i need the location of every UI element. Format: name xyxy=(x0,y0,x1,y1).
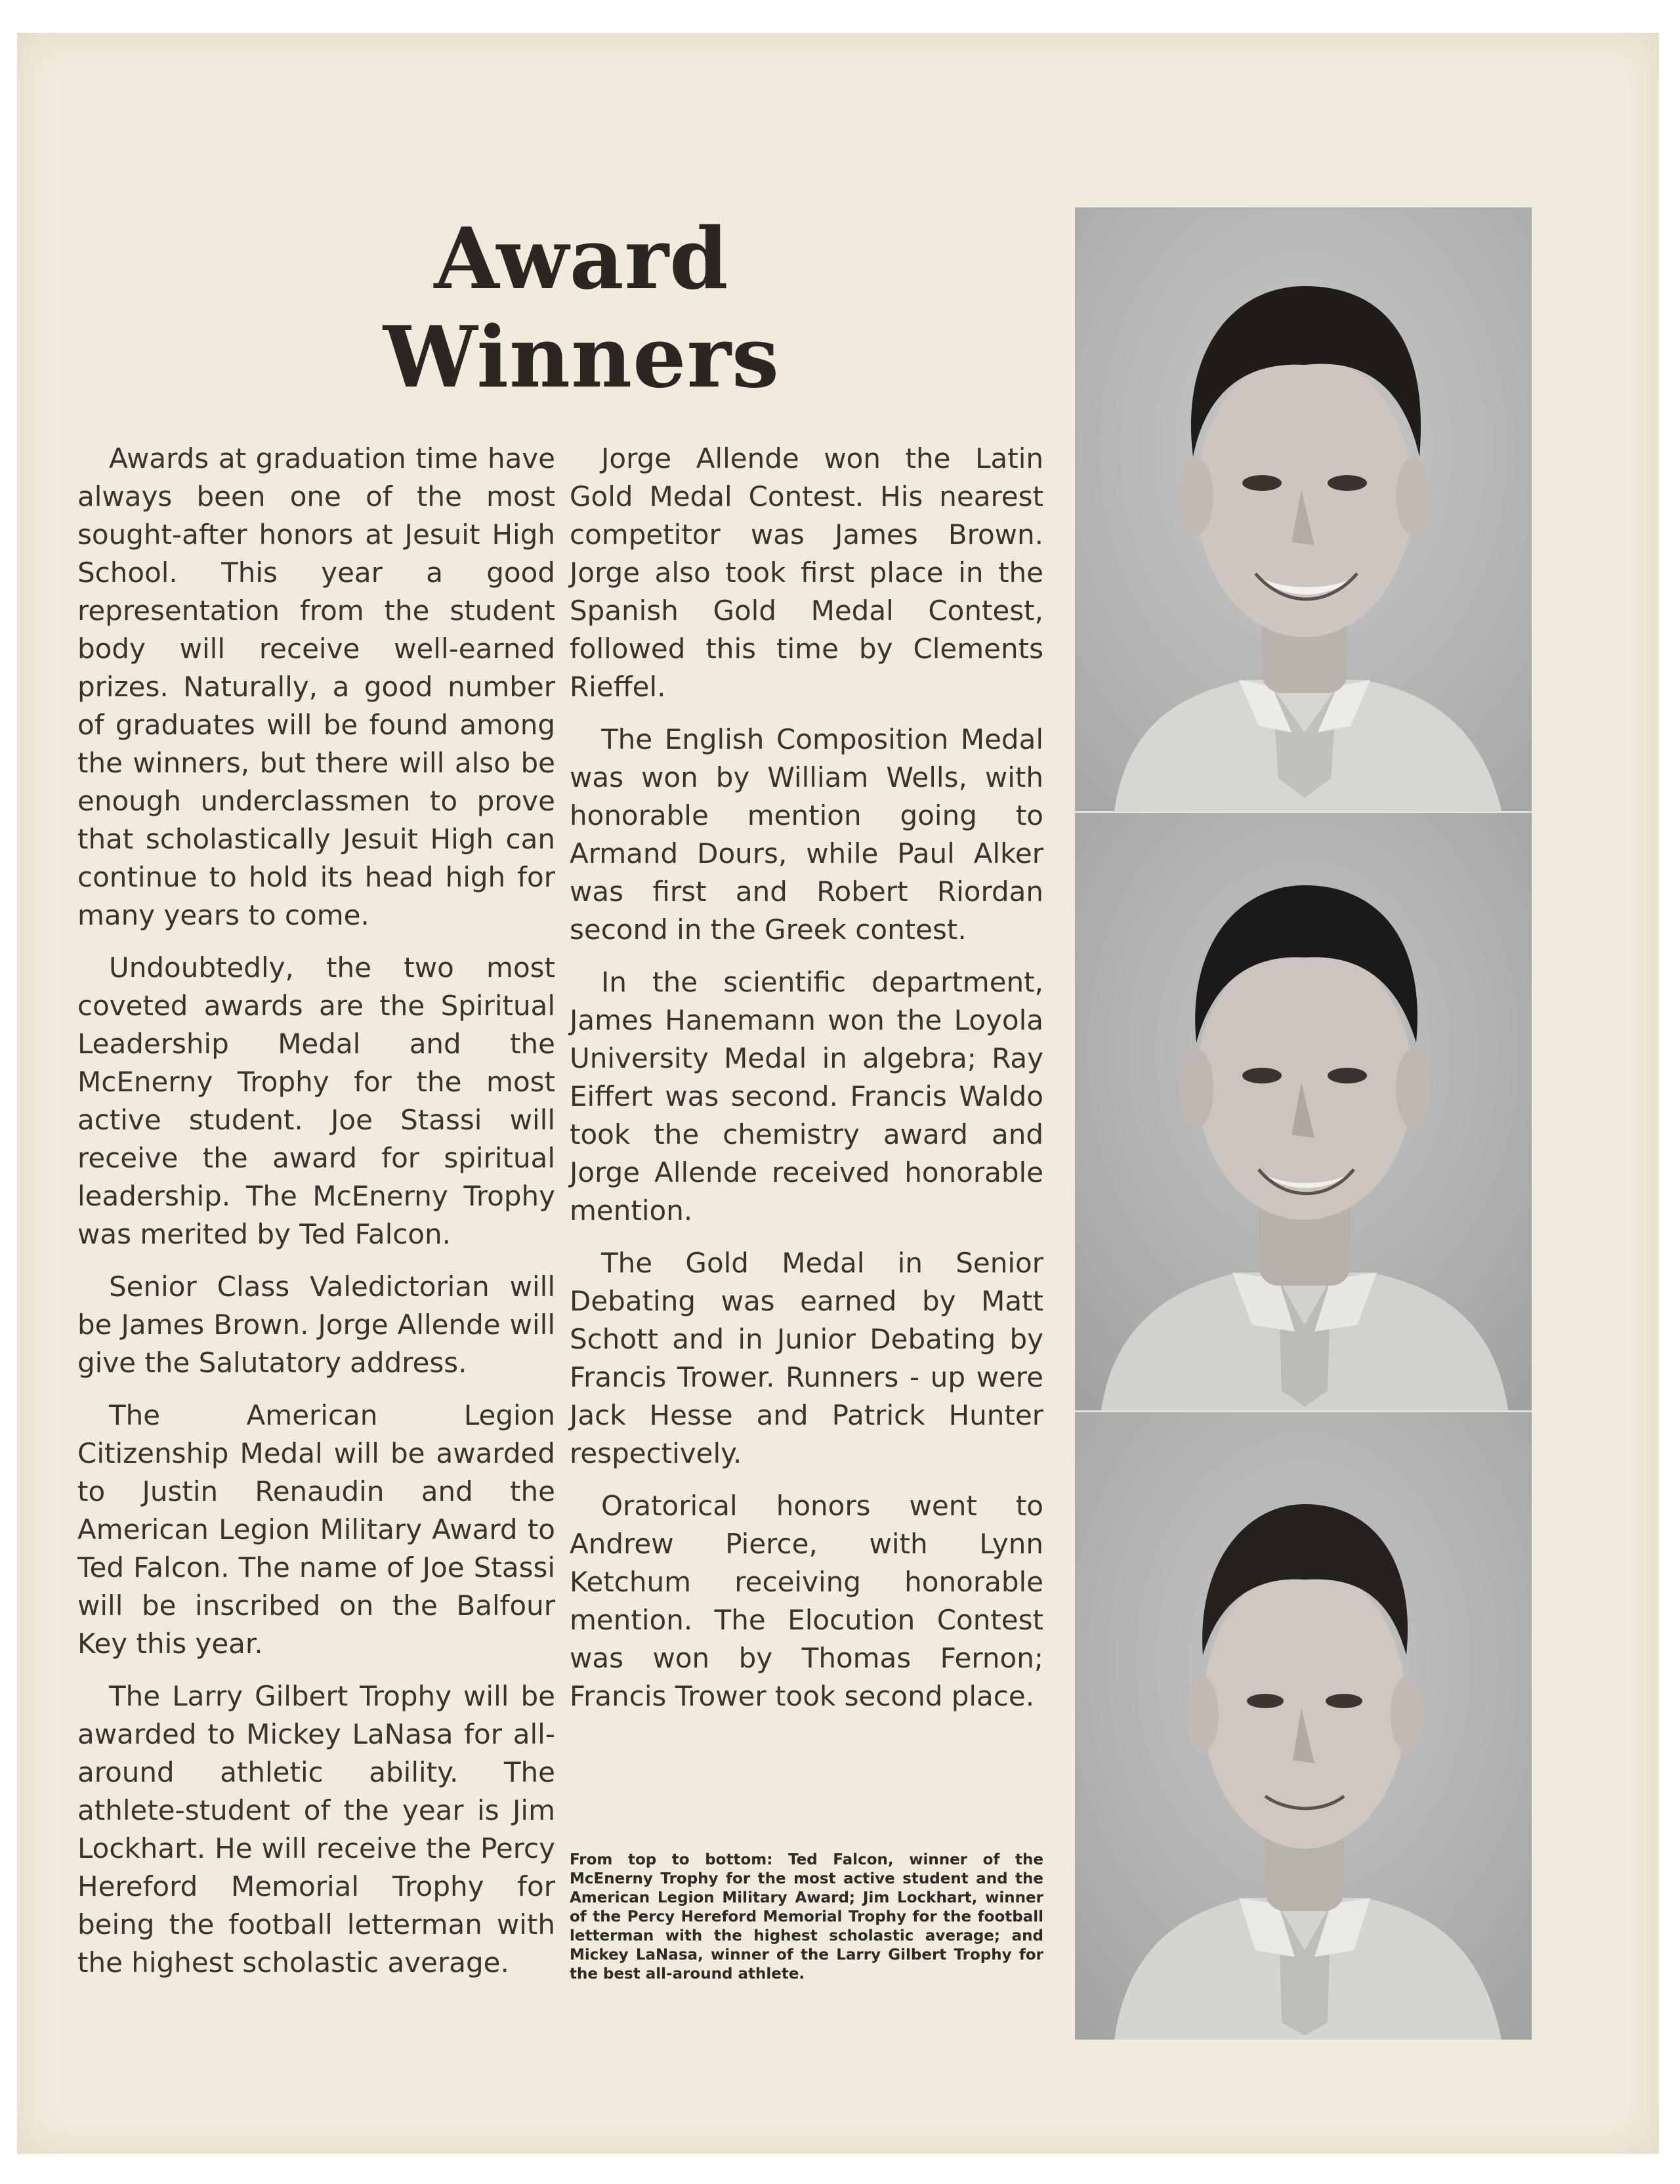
portrait-mickey-lanasa xyxy=(1075,1412,1532,2040)
portrait-ted-falcon xyxy=(1075,207,1532,813)
page-title: Award Winners xyxy=(383,210,780,407)
photo-caption: From top to bottom: Ted Falcon, winner of the McEnerny Trophy for the most active student and the American Legion Military Award; Jim Lockhart, winner of the Percy Hereford Memorial Trophy for the football letterman with the highest scholastic average; and Mickey LaNasa, winner of the Larry Gilbert Trophy for the best all-around athlete. xyxy=(570,1851,1043,1983)
paragraph: The American Legion Citizenship Medal will be awarded to Justin Renaudin and the American Legion Military Award to Ted Falcon. The name of Joe Stassi will be inscribed on the Balfour Key this year. xyxy=(77,1399,555,1660)
portrait-photo-icon xyxy=(1075,1412,1532,2040)
left-text-column xyxy=(77,440,555,1996)
paragraph: Oratorical honors went to Andrew Pierce, with Lynn Ketchum receiving honorable mention. The Elocution Contest was won by Thomas Fernon; Francis Trower took second place. xyxy=(570,1490,1043,1712)
portrait-jim-lockhart xyxy=(1075,813,1532,1412)
paragraph: The Larry Gilbert Trophy will be awarded to Mickey LaNasa for all-around athletic ability. The athlete-student of the year is Jim Lockhart. He will receive the Percy Hereford Memorial Trophy for being the football letterman with the highest scholastic average. xyxy=(77,1680,555,1979)
middle-text-column xyxy=(570,440,1043,1730)
paragraph: The Gold Medal in Senior Debating was earned by Matt Schott and in Junior Debating by Francis Trower. Runners - up were Jack Hesse and Patrick Hunter respectively. xyxy=(570,1247,1043,1469)
paragraph: Jorge Allende won the Latin Gold Medal Contest. His nearest competitor was James Brown. Jorge also took first place in the Spanish Gold Medal Contest, followed this time by Clements Rieffel. xyxy=(570,442,1043,703)
paragraph: In the scientific department, James Hanemann won the Loyola University Medal in algebra; Ray Eiffert was second. Francis Waldo took the chemistry award and Jorge Allende received honorable mention. xyxy=(570,966,1043,1227)
paragraph: Senior Class Valedictorian will be James Brown. Jorge Allende will give the Salutatory address. xyxy=(77,1270,555,1379)
paragraph: Awards at graduation time have always been one of the most sought-after honors at Jesuit High School. This year a good representation from the student body will receive well-earned prizes. Naturally, a good number of graduates will be found among the winners, but there will also be enough underclassmen to prove that scholastically Jesuit High can continue to hold its head high for many years to come. xyxy=(77,442,555,931)
portrait-photo-icon xyxy=(1075,813,1532,1410)
yearbook-page xyxy=(17,33,1659,2154)
portrait-photo-icon xyxy=(1075,207,1532,811)
portrait-strip xyxy=(1075,207,1532,2040)
paragraph: Undoubtedly, the two most coveted awards are the Spiritual Leadership Medal and the McEnerny Trophy for the most active student. Joe Stassi will receive the award for spiritual leadership. The McEnerny Trophy was merited by Ted Falcon. xyxy=(77,952,555,1250)
paragraph: The English Composition Medal was won by William Wells, with honorable mention going to Armand Dours, while Paul Alker was first and Robert Riordan second in the Greek contest. xyxy=(570,723,1043,946)
